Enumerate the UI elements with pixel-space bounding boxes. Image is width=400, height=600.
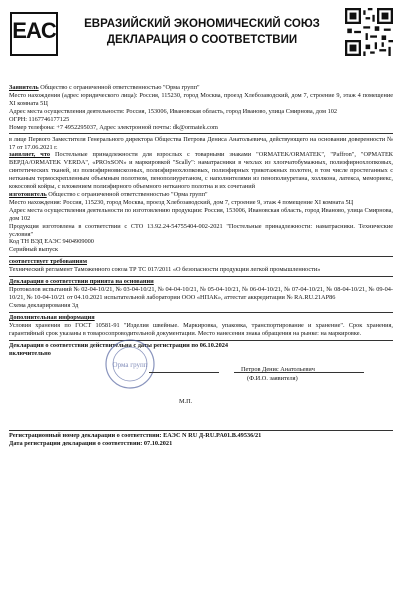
basis-label: Декларация о соответствии принята на основании (9, 278, 154, 286)
document-title: ДЕКЛАРАЦИЯ О СООТВЕТСТВИИ (106, 34, 298, 46)
applicant-address: Место нахождения (адрес юридического лица): Россия, 115230, город Москва, проезд Хлебозаводский, дом 7, строение 9, этаж 4 помещение XI комната 5Ц (9, 91, 393, 107)
registration-date-label: Дата регистрации декларации о соответствии: (9, 440, 143, 448)
applicant-label: Заявитель (9, 84, 39, 91)
divider (9, 276, 393, 277)
manufacturer-name: Общество с ограниченной ответственностью "Орма групп" (48, 190, 208, 198)
additional-info-text: Условия хранения по ГОСТ 10581-91 "Изделия швейные. Маркировка, упаковка, транспортирование и хранение". Срок хранения, гарантийный срок указаны в товаросопроводительной документации. Место нанесения знака обращения на рынке: на маркировке. (9, 322, 393, 338)
manufacturer-block (9, 191, 393, 199)
registration-number: ЕАЭС N RU Д-RU.PA01.B.49536/21 (163, 432, 262, 440)
stamp-text: Орма групп (112, 360, 148, 369)
registration-date-line (9, 440, 393, 448)
document-header (0, 0, 400, 72)
seal-caption: М.П. (179, 397, 193, 405)
declares-block (9, 151, 393, 191)
union-title: ЕВРАЗИЙСКИЙ ЭКОНОМИЧЕСКИЙ СОЮЗ (84, 18, 320, 30)
validity-line (9, 342, 393, 350)
requirements-label: соответствует требованиям (9, 258, 87, 266)
registration-number-label: Регистрационный номер декларации о соответствии: (9, 432, 162, 440)
signature-line (149, 372, 219, 373)
signer-name: Петров Денис Анатольевич (241, 365, 315, 373)
divider (9, 256, 393, 257)
divider (9, 430, 393, 431)
applicant-block (9, 84, 393, 92)
tn-ved-code: Код ТН ВЭД ЕАЭС 9404909000 (9, 238, 94, 246)
validity-inclusive: включительно (9, 350, 51, 358)
manufacturer-production-address: Адрес места осуществления деятельности по изготовлению продукции: Россия, 153006, Ивановская область, город Иваново, улица Смирнова, дом 102 (9, 206, 393, 222)
declares-label: заявляет, что (9, 151, 51, 159)
eac-logo-text: EAC (12, 18, 56, 43)
applicant-ogrn: ОГРН: 1167746177125 (9, 115, 70, 123)
applicant-contacts: Номер телефона: +7 4952295037, Адрес электронной почты: dk@ormatek.com (9, 123, 218, 131)
eac-logo (10, 12, 58, 56)
manufacturer-address: Место нахождения: Россия, 115230, город Москва, проезд Хлебозаводский, дом 7, строение 9, этаж 4 помещение XI комната 5Ц (9, 198, 354, 206)
declaration-body (9, 84, 393, 448)
divider (9, 312, 393, 313)
additional-info-label: Дополнительная информация (9, 314, 95, 322)
production-standard: Продукция изготовлена в соответствии с СТО 13.92.24-54755404-002-2021 "Постельные принадлежности: наматрасники. Технические условия" (9, 222, 393, 238)
representative-text: в лице Первого Заместителя Генерального директора Общества Петрова Дениса Анатольевича, действующего на основании доверенности № 17 от 17.06.2021 г. (9, 135, 393, 151)
product-description: Постельные принадлежности для взрослых с товарными знаками "ORMATEK/ORMATEK", "Paffron", "ОРМАТЕК ВЕРДА/ORMATEK VERDA", «PROxSON» и маркировкой "Scally": наматрасники в чехлах из хлопчатобумажных, полиэфирнохлопковых, синтетических тканей, из полиэфирновискозных, полиэфирнохлопковых, полиэфирных трикотажных полотен, в том числе простеганных с нетканым термоскрепленным объемным полотном, пенополиуретаном, с наполнителями из пенополиуретана, холлкона, латекса, мемориекс, кокосовой койры, с вложением полиэфирного объемного нетканого полотна и их сочетаний (9, 151, 393, 191)
company-stamp (104, 338, 156, 390)
declaration-scheme: Схема декларирования 3д (9, 302, 79, 310)
divider (9, 340, 393, 341)
release-type: Серийный выпуск (9, 246, 59, 254)
signer-caption: (Ф.И.О. заявителя) (247, 374, 298, 382)
applicant-name: Общество с ограниченной ответственностью "Орма групп" (40, 84, 200, 91)
qr-code-icon (345, 8, 393, 56)
manufacturer-label: изготовитель (9, 190, 47, 198)
applicant-activity-address: Адрес места осуществления деятельности: Россия, 153006, Ивановская область, город Иваново, улица Смирнова, дом 102 (9, 107, 338, 115)
basis-text: Протоколов испытаний № 02-04-10/21, № 03-04-10/21, № 04-04-10/21, № 05-04-10/21, № 06-04-10/21, № 07-04-10/21, № 08-04-10/21, № 09-04-10/21, № 10-04-10/21 от 04.10.2021 испытательной лаборатории ООО «НПАК», аттестат аккредитации № RA.RU.21AP86 (9, 286, 393, 302)
registration-date: 07.10.2021 (143, 440, 173, 448)
signature-block (9, 358, 393, 428)
registration-number-line (9, 432, 393, 440)
divider (9, 133, 393, 134)
validity-date: 06.10.2024 (199, 342, 229, 350)
validity-label: Декларация о соответствии действительна с даты регистрации по (9, 342, 199, 350)
requirements-text: Технический регламент Таможенного союза ТР ТС 017/2011 «О безопасности продукции легкой промышленности» (9, 266, 321, 274)
